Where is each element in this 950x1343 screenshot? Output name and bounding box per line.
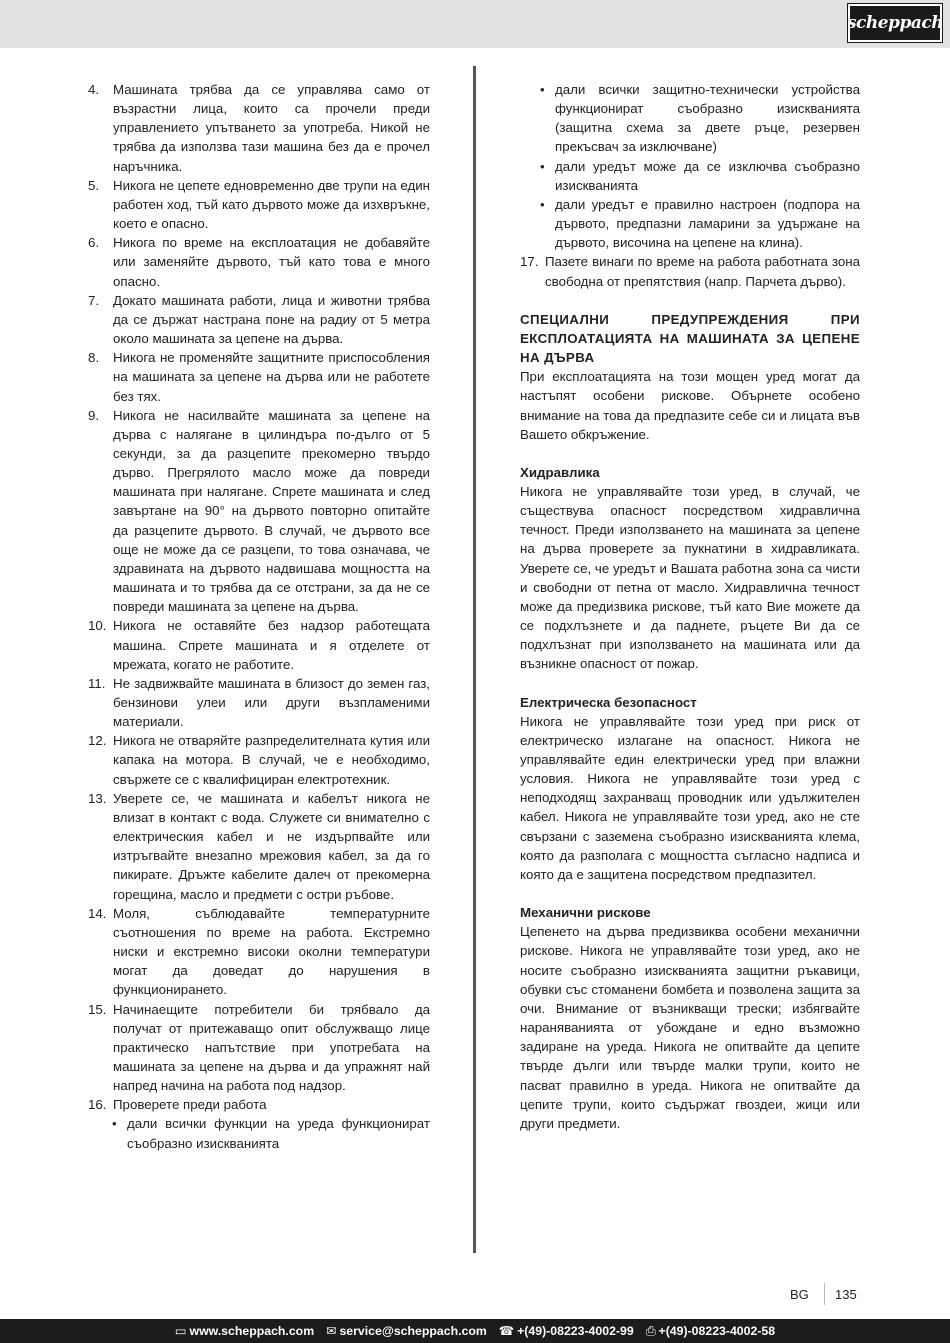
mail-icon: ✉ (326, 1324, 337, 1338)
list-item: 13. Уверете се, че машината и кабелът никога не влизат в контакт с вода. Служете си внимателно с електрическия кабел и не издърпвайте или изтръгвайте внезапно мрежовия кабел, за да го пикирате. Дръжте кабелите далеч от прекомерна горещина, масло и предмети с остри ръбове. (88, 790, 430, 902)
monitor-icon: ▭ (174, 1324, 187, 1338)
list-item: 4. Машината трябва да се управлява само от възрастни лица, които са прочели преди управлението упътването за употреба. Никой не трябва да използва тази машина без да е прочел наръчника. (88, 82, 430, 174)
list-item: 7. Докато машината работи, лица и животни трябва да се държат настрана поне на радиу от 5 метра около машината за цепене на дърва. (88, 292, 430, 347)
list-item: 15. Начинаещите потребители би трябвало да получат от притежаващо опит обслужващо лице практическо напътствие при употребата на машината за цепене на дърва и да упражнят най напред начина на работа под надзор. (88, 1001, 430, 1094)
bullet-item: • дали уредът може да се изключва съобразно изискванията (540, 157, 860, 195)
section-heading: СПЕЦИАЛНИ ПРЕДУПРЕЖДЕНИЯ ПРИ ЕКСПЛОАТАЦИЯТА НА МАШИНАТА ЗА ЦЕПЕНЕ НА ДЪРВА (520, 311, 860, 366)
list-item: 9. Никога не насилвайте машината за цепене на дърва с налягане в цилиндъра по-дълго от 5 секунди, за да разцепите прекомерно твърдо дърво. Прегрялото масло може да повреди машината при налягане. Спрете машината и след завъртане на 90° на дървото повторно опитайте да разцепите дървото. В случай, че дървото все още не може да се разцепи, то това означава, че здравината на дървото надвишава мощността на машината и то трябва да се отстрани, за да не се повреди машината за цепене на дърва. (88, 407, 430, 615)
page-footer (790, 1283, 857, 1305)
left-column (88, 80, 430, 1153)
list-item: 17. Пазете винаги по време на работа работната зона свободна от препятствия (напр. Парчета дърво). (520, 254, 860, 289)
subsection-title: Механични рискове (520, 905, 651, 921)
list-item: 12. Никога не отваряйте разпределителната кутия или капака на мотора. В случай, че е необходимо, свържете се с квалифициран електротехник. (88, 733, 430, 787)
list-item: 14. Моля, съблюдавайте температурните съотношения по време на работа. Екстремно ниски и екстремно високи околни температури могат да доведат до нарушения в функционирането. (88, 905, 430, 998)
phone-icon: ☎ (498, 1324, 515, 1338)
right-column (520, 80, 860, 1133)
paragraph: Никога не управлявайте този уред, в случай, че съществува опасност посредством хидравлична течност. Преди използването на машината за цепене на дърва проверете за пукнатини в хидравликата. Уверете се, че уредът и Вашата работна зона са чисти и свободни от петна от масло. Хидравлична течност може да предизвика рискове, тъй като Вие можете да се подхлъзнете и да паднете, ръцете Ви да се подхлъзнат при използването на машината или да възникне опасност от пожар. (520, 483, 860, 672)
column-divider (473, 66, 476, 1253)
bullet-item: • дали всички функции на уреда функционират съобразно изискванията (112, 1114, 430, 1152)
top-bar (0, 0, 950, 48)
bullet-item: • дали всички защитно-технически устройства функционират съобразно изискванията (защитна схема за двете ръце, резервен прекъсвач за изключване) (540, 80, 860, 157)
fax-icon: ⎙ (645, 1323, 656, 1338)
list-item: 6. Никога по време на експлоатация не добавяйте или заменяйте дървото, тъй като това е много опасно. (88, 235, 430, 289)
list-item: 16. Проверете преди работа (88, 1097, 267, 1113)
list-item: 10. Никога не оставяйте без надзор работещата машина. Спрете машината и я отделете от мрежата, когато не работите. (88, 618, 430, 672)
list-item: 11. Не задвижвайте машината в близост до земен газ, бензинови улеи или други възпламеними материали. (88, 675, 430, 730)
subsection-title: Електрическа безопасност (520, 694, 697, 710)
contact-bar (0, 1319, 950, 1343)
bullet-icon: • (112, 1116, 117, 1132)
phone-number: ☎ +(49)-08223-4002-99 (498, 1324, 634, 1338)
email-link[interactable]: ✉ service@scheppach.com (326, 1324, 487, 1338)
website-link[interactable]: ▭ www.scheppach.com (174, 1324, 315, 1338)
language-code: BG (790, 1286, 809, 1302)
bullet-icon: • (540, 196, 545, 212)
subsection-title: Хидравлика (520, 464, 600, 480)
page-number: 135 (835, 1286, 857, 1302)
paragraph: При експлоатацията на този мощен уред могат да настъпят особени рискове. Обърнете особено внимание на това да предпазите себе си и лицата във Вашето обкръжение. (520, 369, 860, 442)
list-item: 8. Никога не променяйте защитните приспособления на машината за цепене на дърва или не работете без тях. (88, 350, 430, 404)
scheppach-logo: scheppach (848, 4, 942, 42)
paragraph: Цепенето на дърва предизвиква особени механични рискове. Никога не управлявайте този уред, ако не носите съобразно изискванията защитни ръкавици, обувки със стоманени бомбета и позволена защита за очи. Внимание от възникващи трески; избягвайте нараняванията от убождане и едно възможно задиране на уреда. Никога не опитвайте да цепите твърде дълги или твърде малки трупи, които не пасват правилно в уреда. Никога не опитвайте да цепите трупи, които съдържат гвоздеи, жици или други предмети. (520, 924, 860, 1131)
bullet-icon: • (540, 158, 545, 174)
paragraph: Никога не управлявайте този уред при риск от електрическо излагане на опасност. Никога не управлявайте един електрически уред при влажни условия. Никога не управлявайте този уред с неподходящ захранващ проводник или удължителен кабел. Никога не управлявайте този уред, ако не сте свързани с заземена съобразно изискванията клема, която да разполага с мощността съгласно надписа и която да е защитена посредством предпазител. (520, 713, 860, 882)
list-item: 5. Никога не цепете едновременно две трупи на един работен ход, тъй като дървото може да изхвръкне, което е опасно. (88, 177, 430, 232)
bullet-item: • дали уредът е правилно настроен (подпора на дървото, предпазни ламарини за удържане на дървото, височина на цепене на клина). (540, 195, 860, 252)
fax-number: ⎙ +(49)-08223-4002-58 (645, 1323, 776, 1338)
divider (824, 1283, 825, 1305)
bullet-icon: • (540, 82, 545, 97)
